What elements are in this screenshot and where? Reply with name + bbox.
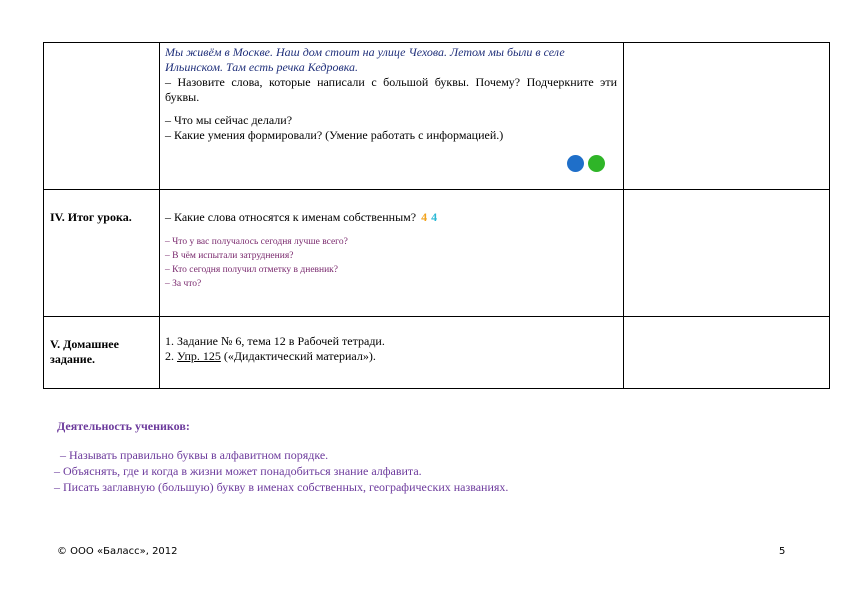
stage-cell: [44, 190, 160, 317]
green-circle-icon: [588, 155, 605, 172]
lesson-table: [43, 42, 830, 389]
stage-label: [44, 43, 159, 67]
reflection-question: – За что?: [165, 279, 202, 289]
table-row: [44, 317, 830, 389]
activity-item: – Объяснять, где и когда в жизни может понадобиться знание алфавита.: [54, 464, 422, 478]
stage-label: IV. Итог урока.: [50, 210, 132, 224]
student-activity: [54, 418, 509, 495]
homework-suffix: («Дидактический материал»).: [220, 349, 376, 363]
homework-item: 1. Задание № 6, тема 12 в Рабочей тетради.: [165, 334, 385, 348]
reflection-question: – Кто сегодня получил отметку в дневник?: [165, 265, 339, 275]
stage-cell: [44, 43, 160, 190]
table-row: [44, 190, 830, 317]
page-number: 5: [779, 546, 786, 557]
blue-circle-icon: [567, 155, 584, 172]
notes-cell: [624, 190, 830, 317]
exercise-link[interactable]: Упр. 125: [177, 349, 221, 363]
question-line: [165, 210, 617, 225]
mark-cyan: 4: [431, 210, 438, 224]
self-assessment-dots: [563, 155, 605, 176]
reflection-question: – В чём испытали затруднения?: [165, 251, 294, 261]
notes-cell: [624, 317, 830, 389]
homework-item: [165, 349, 617, 364]
content-cell: [160, 317, 624, 389]
example-sentences: Мы живём в Москве. Наш дом стоит на улице Чехова. Летом мы были в селе Ильинском. Там есть речка Кедровка.: [165, 45, 565, 74]
task-text: – Назовите слова, которые написали с большой буквы. Почему? Подчеркните эти буквы.: [165, 75, 617, 104]
activity-item: – Называть правильно буквы в алфавитном порядке.: [57, 448, 329, 462]
notes-cell: [624, 43, 830, 190]
content-cell: [160, 43, 624, 190]
content-cell: [160, 190, 624, 317]
question-text: – Какие слова относятся к именам собственным?: [165, 210, 417, 224]
activity-item: – Писать заглавную (большую) букву в именах собственных, географических названиях.: [54, 480, 509, 494]
copyright: © ООО «Баласс», 2012: [57, 546, 178, 557]
stage-cell: [44, 317, 160, 389]
table-row: [44, 43, 830, 190]
stage-label: V. Домашнее задание.: [50, 337, 119, 366]
question-text: – Что мы сейчас делали?: [165, 113, 293, 127]
reflection-question: – Что у вас получалось сегодня лучше всего?: [165, 237, 348, 247]
question-text: – Какие умения формировали? (Умение работать с информацией.): [165, 128, 504, 142]
homework-prefix: 2.: [165, 349, 177, 363]
mark-orange: 4: [421, 210, 428, 224]
activity-heading: Деятельность учеников:: [57, 419, 190, 433]
